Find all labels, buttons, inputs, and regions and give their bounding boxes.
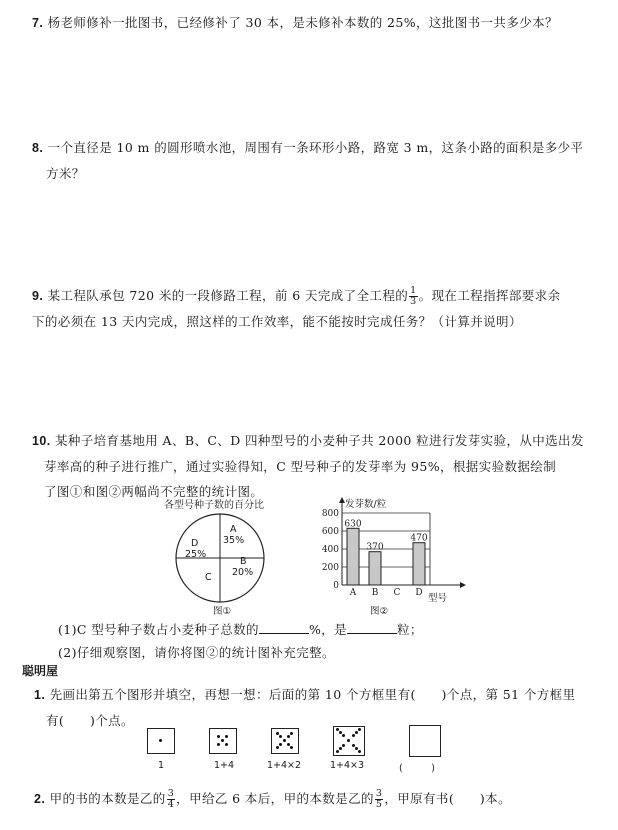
bar-B [369, 552, 381, 585]
question-number: 9. [32, 289, 44, 303]
question-text-line1: 一个直径是 10 m 的圆形喷水池，周围有一条环形小路，路宽 3 m，这条小路的面积是多少平 [47, 140, 584, 155]
dot [342, 734, 345, 737]
fraction-denominator: 4 [167, 799, 175, 810]
dot [290, 746, 293, 749]
q10-sub2: (2)仔细观察图，请你将图②的统计图补充完整。 [58, 645, 335, 660]
fraction-numerator: 3 [167, 788, 175, 799]
dot [290, 732, 293, 735]
y-tick-label: 400 [321, 545, 339, 555]
question-text-line2: 下的必须在 13 天内完成，照这样的工作效率，能不能按时完成任务？（计算并说明） [32, 314, 522, 329]
fraction-numerator: 1 [410, 285, 417, 296]
bar-value-label: 370 [366, 542, 384, 553]
dot [159, 739, 162, 742]
sub1-text-a: (1)C 型号种子数占小麦种子总数的 [58, 622, 259, 637]
q10-sub1 [58, 617, 600, 642]
sub1-text-b: %，是 [308, 622, 348, 637]
pie-title: 各型号种子数的百分比 [164, 500, 264, 511]
question-text-line1: 某种子培育基地用 A、B、C、D 四种型号的小麦种子共 2000 粒进行发芽实验，从中选出发 [54, 433, 584, 448]
dot [347, 739, 350, 742]
bar-ylabel: 发芽数/粒 [345, 499, 387, 510]
dot-box-4 [333, 726, 365, 756]
dot [336, 750, 339, 753]
dot [221, 739, 224, 742]
fraction [167, 789, 175, 810]
bar-A [347, 528, 359, 585]
y-tick-label: 600 [321, 527, 339, 537]
answer-blank[interactable] [347, 621, 397, 634]
dot-caption-1: 1 [158, 760, 165, 771]
question-number: 2. [34, 792, 46, 806]
question-number: 8. [32, 141, 44, 155]
section-title: 聪明屋 [22, 664, 59, 678]
y-tick-label: 200 [321, 563, 339, 573]
dot-box-2 [209, 728, 237, 754]
x-tick-label: A [349, 588, 357, 598]
question-text-line2: 方米？ [46, 166, 85, 181]
dot-caption-5: ( ) [399, 763, 435, 774]
dot-caption-2: 1+4 [214, 760, 235, 771]
y-tick-label: 800 [321, 509, 339, 519]
dot [279, 743, 282, 746]
pie-caption: 图① [213, 606, 232, 617]
dot-caption-3: 1+4×2 [267, 760, 302, 771]
question-text-line2: 有( )个点。 [46, 713, 134, 728]
bar-D [413, 543, 425, 585]
dot [358, 728, 361, 731]
x-tick-label: D [415, 588, 423, 598]
dot [339, 747, 342, 750]
dot [287, 735, 290, 738]
fraction-denominator: 3 [410, 296, 417, 307]
fraction-numerator: 3 [375, 788, 383, 799]
pie-label-b-pct: 20% [232, 567, 254, 578]
pie-label-d-pct: 25% [185, 549, 207, 560]
question-text-a: 甲的书的本数是乙的 [49, 791, 166, 806]
dot [283, 739, 286, 742]
dot-box-5-empty[interactable] [409, 725, 441, 757]
dot-caption-4: 1+4×3 [330, 760, 365, 771]
question-text-line2: 芽率高的种子进行推广，通过实验得知，C 型号种子的发芽率为 95%，根据实验数据绘制 [44, 459, 557, 474]
smart-question-1 [34, 682, 600, 733]
dot-box-1 [147, 728, 175, 754]
pie-label-c: C [205, 572, 212, 583]
question-8 [32, 135, 600, 186]
bar-value-label: 470 [410, 533, 428, 544]
fraction-denominator: 5 [375, 799, 383, 810]
question-text-part1: 某工程队承包 720 米的一段修路工程，前 6 天完成了全工程的 [47, 288, 409, 303]
dot [358, 750, 361, 753]
question-text: 杨老师修补一批图书，已经修补了 30 本，是未修补本数的 25%，这批图书一共多少本？ [47, 15, 558, 30]
fraction [409, 286, 417, 307]
bar-caption: 图② [370, 606, 389, 617]
question-9 [32, 283, 600, 334]
dot [276, 746, 279, 749]
bar-xlabel: 型号 [428, 593, 448, 604]
question-number: 1. [34, 688, 46, 702]
dot [342, 744, 345, 747]
question-text-part2: 。现在工程指挥部要求余 [418, 288, 561, 303]
dot [225, 743, 228, 746]
dot [352, 734, 355, 737]
smart-question-2 [34, 786, 600, 812]
question-text-b: ，甲给乙 6 本后，甲的本数是乙的 [176, 791, 374, 806]
y-tick-label: 0 [333, 581, 339, 591]
question-number: 10. [32, 434, 51, 448]
question-10 [32, 428, 600, 504]
dot [279, 735, 282, 738]
bar-value-label: 630 [344, 519, 362, 530]
answer-blank[interactable] [259, 621, 309, 634]
pie-label-a: A [230, 524, 237, 535]
question-text-line3: 了图①和图②两幅尚不完整的统计图。 [44, 484, 264, 499]
question-number: 7. [32, 16, 44, 30]
dot [225, 735, 228, 738]
dot [217, 743, 220, 746]
question-text-c: ，甲原有书( )本。 [384, 791, 511, 806]
fraction [375, 789, 383, 810]
pie-label-b: B [240, 556, 247, 567]
pie-label-d: D [191, 538, 199, 549]
x-tick-label: C [393, 588, 401, 598]
x-tick-label: B [371, 588, 379, 598]
dot-box-3 [271, 728, 299, 754]
pie-label-a-pct: 35% [223, 535, 245, 546]
x-axis-arrow [460, 582, 466, 588]
question-7 [32, 10, 600, 36]
dot [217, 735, 220, 738]
dot [355, 731, 358, 734]
sub1-text-c: 粒； [397, 622, 423, 637]
question-text-line1: 先画出第五个图形并填空，再想一想：后面的第 10 个方框里有( )个点，第 51 个方框里 [49, 687, 576, 702]
